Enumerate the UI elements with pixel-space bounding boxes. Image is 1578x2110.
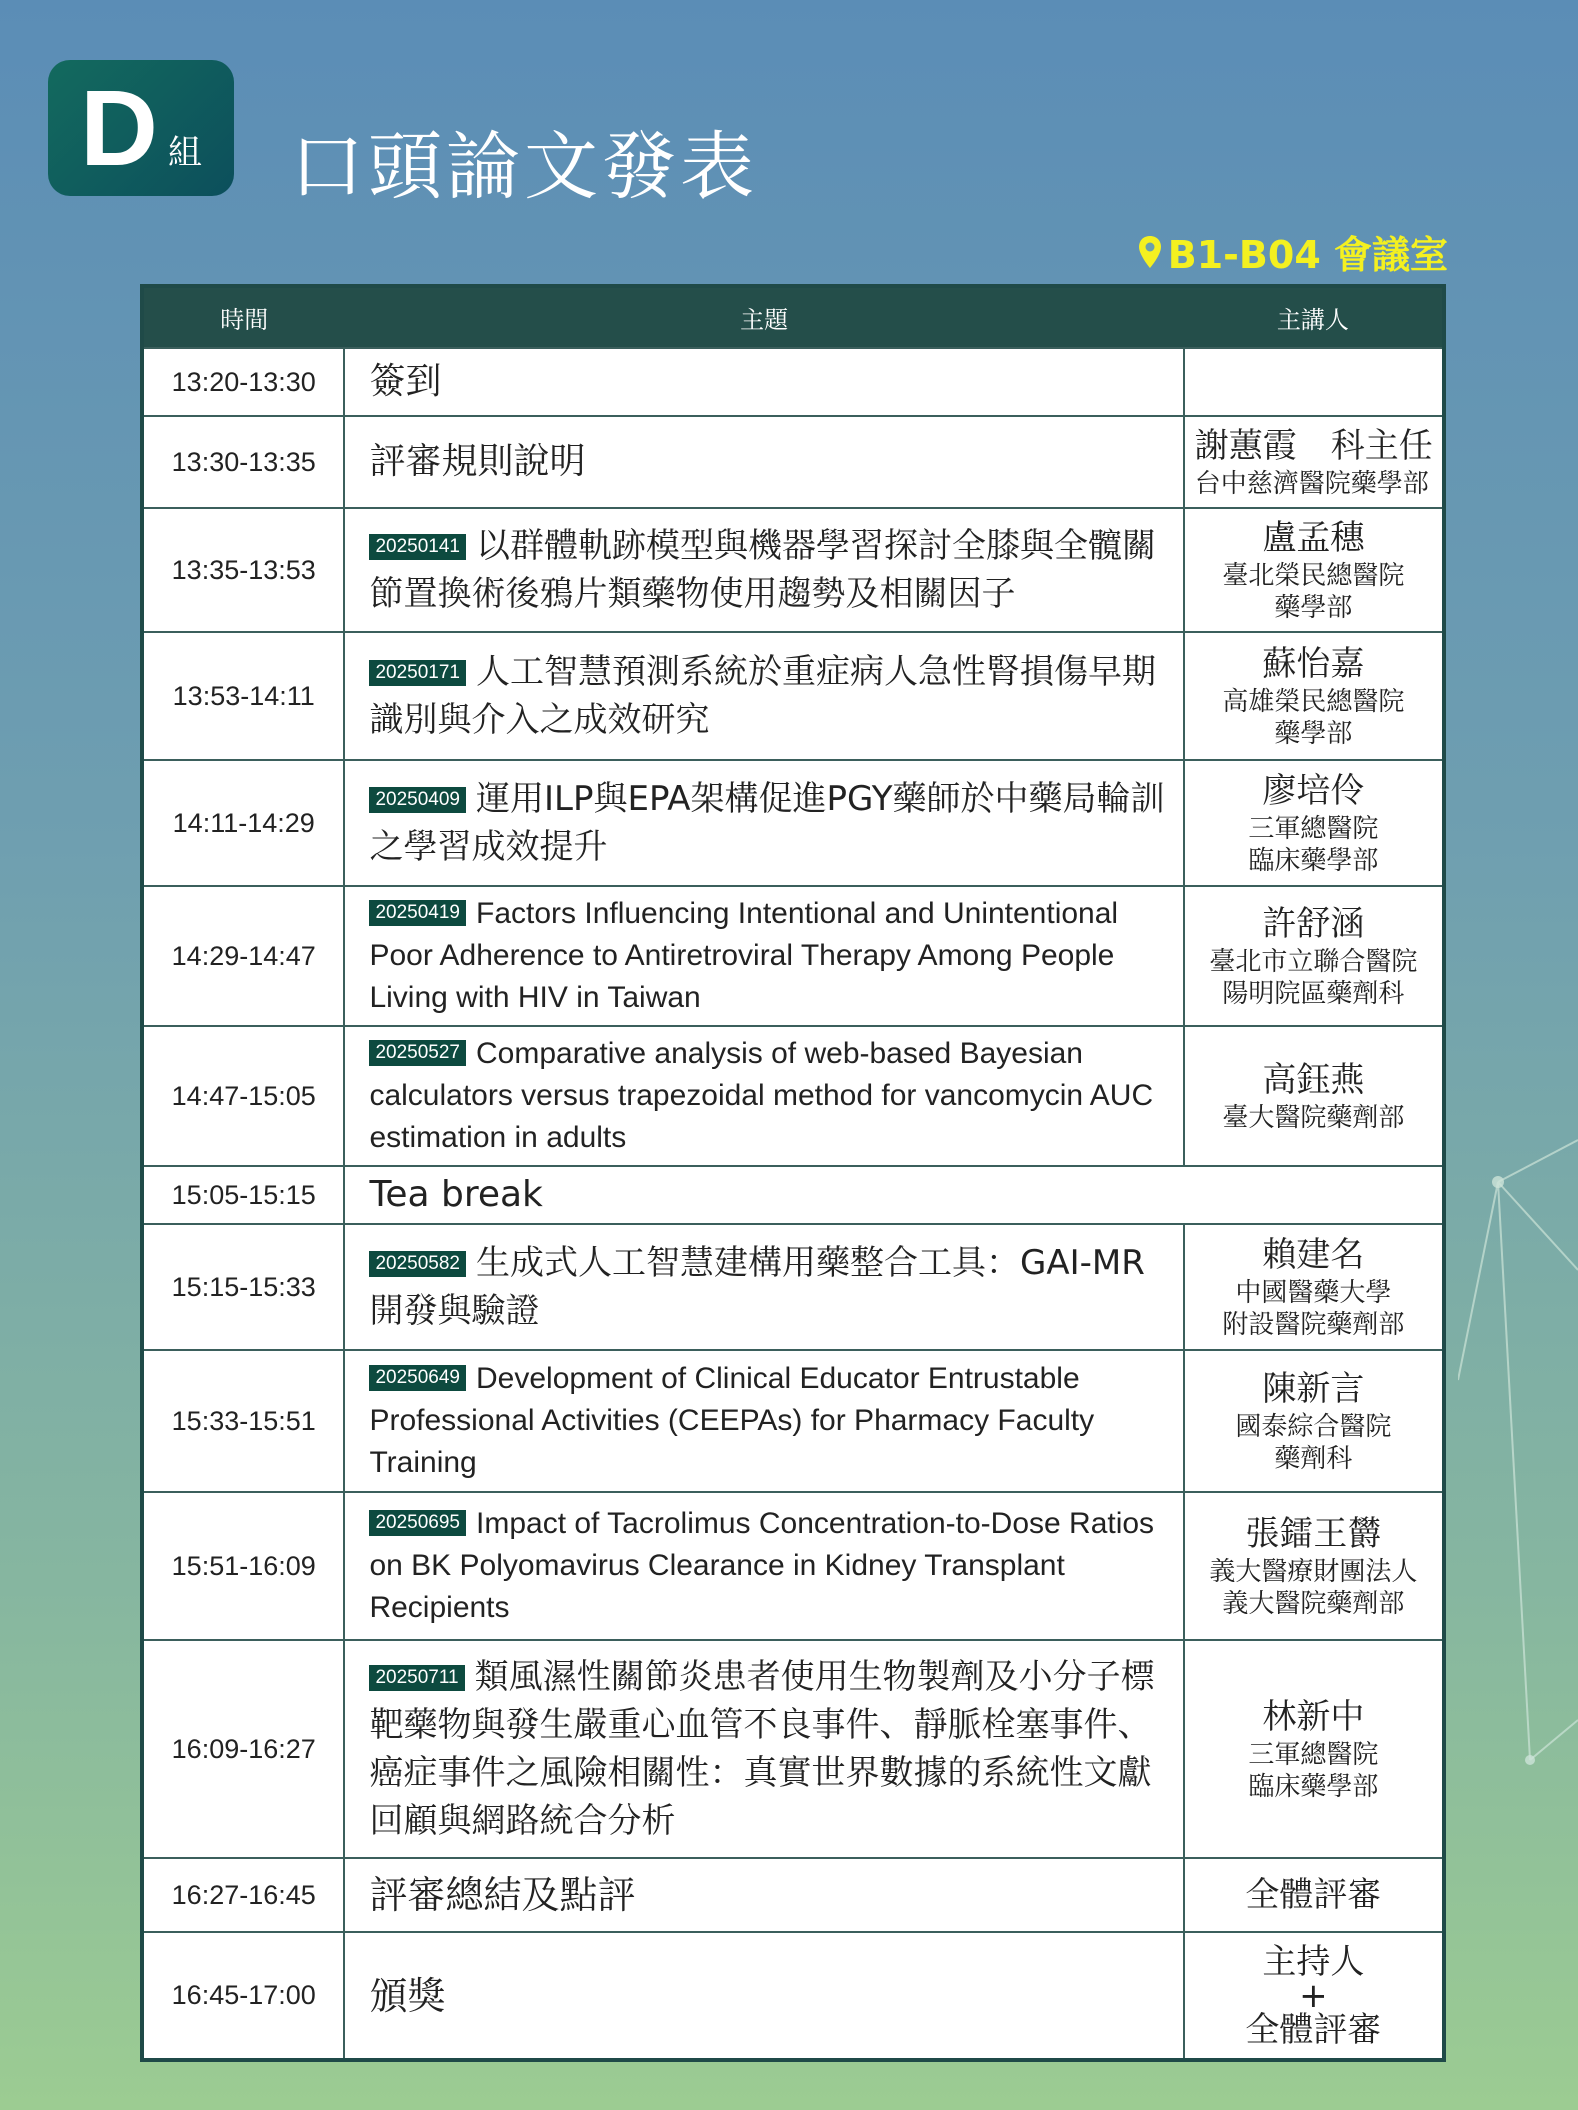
table-row <box>142 1026 1444 1166</box>
header-speaker: 主講人 <box>1184 286 1444 348</box>
speaker-name: 許舒涵 <box>1262 904 1365 944</box>
header-time: 時間 <box>142 286 344 348</box>
abstract-code-badge: 20250527 <box>369 1040 466 1066</box>
row-time: 15:05-15:15 <box>142 1166 344 1224</box>
table-row <box>142 1932 1444 2060</box>
header-topic: 主題 <box>344 286 1183 348</box>
speaker-name: 廖培伶 <box>1262 771 1365 811</box>
speaker-name: 賴建名 <box>1262 1235 1365 1275</box>
abstract-code-badge: 20250582 <box>369 1251 466 1277</box>
speaker-dept: 陽明院區藥劑科 <box>1222 979 1405 1009</box>
speaker-dept: 藥學部 <box>1274 593 1353 623</box>
table-row <box>142 1224 1444 1350</box>
speaker-dept: 藥劑科 <box>1274 1444 1353 1474</box>
row-topic <box>344 1492 1183 1640</box>
break-label: Tea break <box>344 1166 1444 1224</box>
speaker-org: 臺北榮民總醫院 <box>1222 561 1405 591</box>
location-text: B1-B04 會議室 <box>1167 233 1448 277</box>
topic-title: 生成式人工智慧建構用藥整合工具：GAI-MR開發與驗證 <box>369 1243 1145 1331</box>
speaker-org: 臺北市立聯合醫院 <box>1209 947 1418 977</box>
speaker-org: 三軍總醫院 <box>1248 1740 1379 1770</box>
row-speaker-empty <box>1184 348 1444 416</box>
abstract-code-badge: 20250649 <box>369 1365 466 1391</box>
speaker-org: 國泰綜合醫院 <box>1235 1412 1392 1442</box>
row-topic <box>344 508 1183 632</box>
row-time: 13:35-13:53 <box>142 508 344 632</box>
speaker-name: 盧孟穗 <box>1262 518 1365 558</box>
topic-title: Comparative analysis of web-based Bayesian calculators versus trapezoidal method for vancomycin AUC estimation in adults <box>369 1037 1154 1154</box>
page-title: 口頭論文發表 <box>290 124 758 210</box>
decorative-network-lines <box>1458 1120 1578 1820</box>
table-row <box>142 348 1444 416</box>
speaker-org: 中國醫藥大學 <box>1235 1278 1392 1308</box>
speaker-name: 全體評審 <box>1245 1875 1382 1915</box>
row-speaker <box>1184 1026 1444 1166</box>
row-speaker <box>1184 760 1444 886</box>
speaker-dept: 藥學部 <box>1274 719 1353 749</box>
topic-title: Factors Influencing Intentional and Unintentional Poor Adherence to Antiretroviral Therapy Among People Living with HIV in Taiwan <box>369 897 1119 1014</box>
row-time: 13:30-13:35 <box>142 416 344 508</box>
topic-title: 類風濕性關節炎患者使用生物製劑及小分子標靶藥物與發生嚴重心血管不良事件、靜脈栓塞事件、癌症事件之風險相關性：真實世界數據的系統性文獻回顧與網路統合分析 <box>369 1657 1155 1841</box>
group-letter: D <box>80 67 158 188</box>
row-time: 14:47-15:05 <box>142 1026 344 1166</box>
speaker-dept: 附設醫院藥劑部 <box>1222 1310 1405 1340</box>
table-row <box>142 886 1444 1026</box>
row-topic: 評審總結及點評 <box>344 1858 1183 1932</box>
row-topic <box>344 1026 1183 1166</box>
row-topic: 簽到 <box>344 348 1183 416</box>
speaker-name: 林新中 <box>1262 1697 1365 1737</box>
row-time: 15:33-15:51 <box>142 1350 344 1492</box>
row-time: 13:20-13:30 <box>142 348 344 416</box>
row-speaker <box>1184 1492 1444 1640</box>
abstract-code-badge: 20250695 <box>369 1510 466 1536</box>
judges-label: 全體評審 <box>1245 2009 1382 2050</box>
row-topic <box>344 1350 1183 1492</box>
row-speaker <box>1184 1858 1444 1932</box>
group-badge <box>48 60 234 196</box>
table-row <box>142 760 1444 886</box>
row-speaker <box>1184 508 1444 632</box>
speaker-org: 台中慈濟醫院藥學部 <box>1194 469 1429 499</box>
table-row <box>142 1350 1444 1492</box>
speaker-name: 高鈺燕 <box>1262 1060 1365 1100</box>
row-topic <box>344 886 1183 1026</box>
topic-title: 以群體軌跡模型與機器學習探討全膝與全髖關節置換術後鴉片類藥物使用趨勢及相關因子 <box>369 526 1156 614</box>
topic-title: Impact of Tacrolimus Concentration-to-Dose Ratios on BK Polyomavirus Clearance in Kidney Transplant Recipients <box>369 1507 1155 1624</box>
speaker-dept: 臨床藥學部 <box>1248 846 1379 876</box>
speaker-name: 陳新言 <box>1262 1369 1365 1409</box>
speaker-org: 義大醫療財團法人 <box>1209 1557 1418 1587</box>
row-speaker <box>1184 632 1444 760</box>
schedule-table <box>140 284 1446 2062</box>
row-topic <box>344 760 1183 886</box>
table-row <box>142 1858 1444 1932</box>
group-suffix: 組 <box>168 133 202 173</box>
speaker-name: 謝蕙霞 科主任 <box>1194 426 1433 466</box>
table-row-break <box>142 1166 1444 1224</box>
abstract-code-badge: 20250141 <box>369 534 466 560</box>
row-topic <box>344 1640 1183 1858</box>
row-time: 15:51-16:09 <box>142 1492 344 1640</box>
abstract-code-badge: 20250171 <box>369 660 466 686</box>
table-header-row <box>142 286 1444 348</box>
topic-title: Development of Clinical Educator Entrustable Professional Activities (CEEPAs) for Pharmacy Faculty Training <box>369 1362 1095 1479</box>
abstract-code-badge: 20250419 <box>369 900 466 926</box>
row-topic: 頒獎 <box>344 1932 1183 2060</box>
plus-sign: + <box>1299 1975 1328 2016</box>
table-row <box>142 1640 1444 1858</box>
row-topic <box>344 632 1183 760</box>
row-time: 16:45-17:00 <box>142 1932 344 2060</box>
topic-title: 人工智慧預測系統於重症病人急性腎損傷早期識別與介入之成效研究 <box>369 652 1156 740</box>
row-time: 13:53-14:11 <box>142 632 344 760</box>
row-speaker <box>1184 1932 1444 2060</box>
location-pin-icon <box>1138 235 1162 269</box>
abstract-code-badge: 20250409 <box>369 787 466 813</box>
row-topic: 評審規則說明 <box>344 416 1183 508</box>
abstract-code-badge: 20250711 <box>369 1665 464 1691</box>
row-time: 15:15-15:33 <box>142 1224 344 1350</box>
speaker-dept: 義大醫院藥劑部 <box>1222 1589 1405 1619</box>
row-speaker <box>1184 886 1444 1026</box>
row-time: 16:09-16:27 <box>142 1640 344 1858</box>
table-row <box>142 416 1444 508</box>
host-label: 主持人 <box>1262 1941 1365 1982</box>
row-speaker <box>1184 1350 1444 1492</box>
row-time: 16:27-16:45 <box>142 1858 344 1932</box>
speaker-org: 三軍總醫院 <box>1248 814 1379 844</box>
row-time: 14:29-14:47 <box>142 886 344 1026</box>
speaker-org: 臺大醫院藥劑部 <box>1222 1103 1405 1133</box>
row-speaker <box>1184 416 1444 508</box>
speaker-dept: 臨床藥學部 <box>1248 1772 1379 1802</box>
table-row <box>142 632 1444 760</box>
topic-title: 運用ILP與EPA架構促進PGY藥師於中藥局輪訓之學習成效提升 <box>369 779 1165 867</box>
speaker-name: 蘇怡嘉 <box>1262 644 1365 684</box>
speaker-org: 高雄榮民總醫院 <box>1222 687 1405 717</box>
location-label <box>1138 224 1448 279</box>
row-time: 14:11-14:29 <box>142 760 344 886</box>
speaker-name: 張鐳王欝 <box>1245 1514 1382 1554</box>
row-speaker <box>1184 1224 1444 1350</box>
row-topic <box>344 1224 1183 1350</box>
row-speaker <box>1184 1640 1444 1858</box>
table-row <box>142 1492 1444 1640</box>
table-row <box>142 508 1444 632</box>
